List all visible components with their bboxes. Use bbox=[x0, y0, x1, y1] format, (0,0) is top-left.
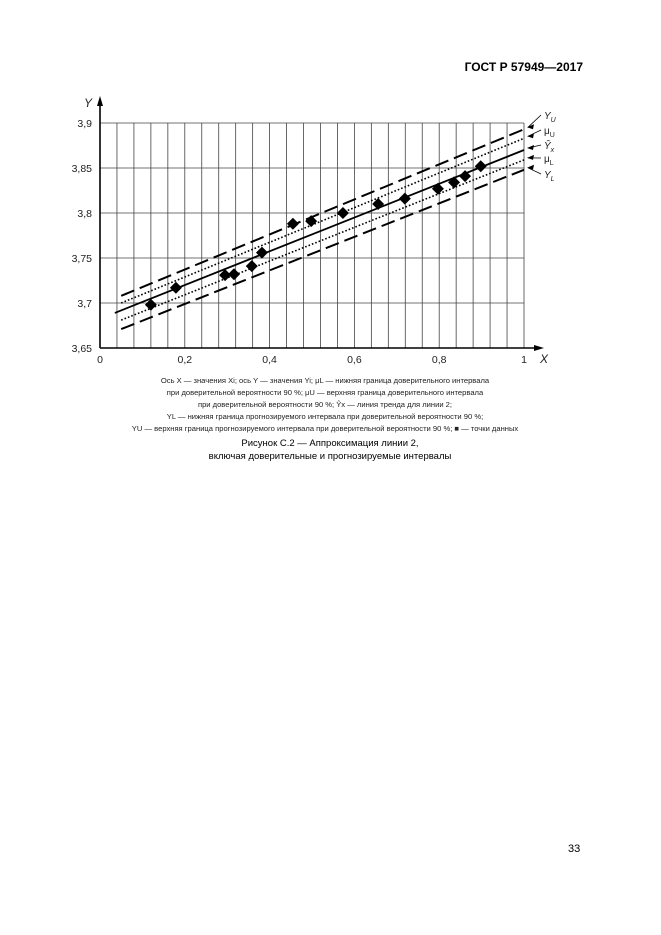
grid bbox=[100, 123, 524, 348]
legend-label: $Y_U$ bbox=[544, 111, 556, 124]
data-point-marker bbox=[170, 282, 182, 294]
legend-arrow-icon bbox=[527, 145, 534, 150]
data-point-marker bbox=[305, 215, 317, 227]
y-tick-label: 3,75 bbox=[71, 253, 92, 265]
y-tick-label: 3,9 bbox=[77, 118, 92, 130]
y-tick-label: 3,65 bbox=[71, 343, 92, 355]
legend-arrow-icon bbox=[527, 155, 534, 160]
x-tick-label: 0,8 bbox=[431, 354, 447, 366]
x-axis-arrow-icon bbox=[534, 345, 544, 351]
x-tick-label: 1 bbox=[521, 354, 527, 366]
legend-leader bbox=[528, 115, 541, 127]
legend-label: $\mu_U$ bbox=[544, 126, 555, 139]
x-tick-label: 0,6 bbox=[347, 354, 362, 366]
x-tick-label: 0,2 bbox=[177, 354, 193, 366]
chart bbox=[0, 0, 661, 380]
x-tick-label: 0,4 bbox=[262, 354, 277, 366]
legend-label: $Y_L$ bbox=[544, 170, 555, 183]
trend-lines bbox=[115, 129, 524, 329]
x-tick-label: 0 bbox=[97, 354, 103, 366]
y-axis-arrow-icon bbox=[97, 96, 103, 106]
caption-line: Ось X — значения Xi; ось Y — значения Yi; μL — нижняя граница доверительного интервала bbox=[160, 376, 490, 385]
legend bbox=[527, 111, 557, 183]
data-points bbox=[145, 160, 487, 311]
series-line bbox=[121, 170, 524, 329]
figure-legend-text bbox=[90, 375, 560, 435]
caption-line: YL — нижняя граница прогнозируемого интервала при доверительной вероятности 90 %; bbox=[166, 412, 484, 421]
x-axis-label: X bbox=[540, 352, 549, 366]
data-point-marker bbox=[475, 160, 487, 172]
data-point-marker bbox=[432, 183, 444, 195]
data-point-marker bbox=[448, 176, 460, 188]
data-point-marker bbox=[337, 207, 349, 219]
figure-title-line1: Рисунок С.2 — Аппроксимация линии 2, bbox=[241, 438, 419, 449]
standard-header: ГОСТ Р 57949—2017 bbox=[464, 60, 583, 74]
data-point-marker bbox=[228, 268, 240, 280]
figure-title-line2: включая доверительные и прогнозируемые интервалы bbox=[208, 451, 452, 462]
caption-line: YU — верхняя граница прогнозируемого интервала при доверительной вероятности 90 %; ■ — точки данных bbox=[131, 424, 519, 433]
data-point-marker bbox=[246, 260, 258, 272]
data-point-marker bbox=[399, 193, 411, 205]
caption-line: при доверительной вероятности 90 %; Ŷx — линия тренда для линии 2; bbox=[197, 400, 453, 409]
data-point-marker bbox=[372, 198, 384, 210]
series-line bbox=[121, 160, 524, 320]
series-line bbox=[121, 129, 524, 295]
series-line bbox=[121, 138, 524, 303]
legend-label: $Ŷ_x$ bbox=[544, 141, 555, 154]
legend-label: $\mu_L$ bbox=[544, 154, 554, 167]
legend-arrow-icon bbox=[527, 133, 534, 138]
y-tick-label: 3,7 bbox=[77, 298, 92, 310]
figure-title bbox=[100, 437, 560, 463]
page-number: 33 bbox=[568, 843, 581, 855]
y-tick-label: 3,8 bbox=[77, 208, 92, 220]
y-tick-label: 3,85 bbox=[71, 163, 92, 175]
tick-labels bbox=[72, 96, 549, 366]
y-axis-label: Y bbox=[84, 96, 93, 110]
caption-line: при доверительной вероятности 90 %; μU — верхняя граница доверительного интервала bbox=[166, 388, 484, 397]
data-point-marker bbox=[287, 218, 299, 230]
